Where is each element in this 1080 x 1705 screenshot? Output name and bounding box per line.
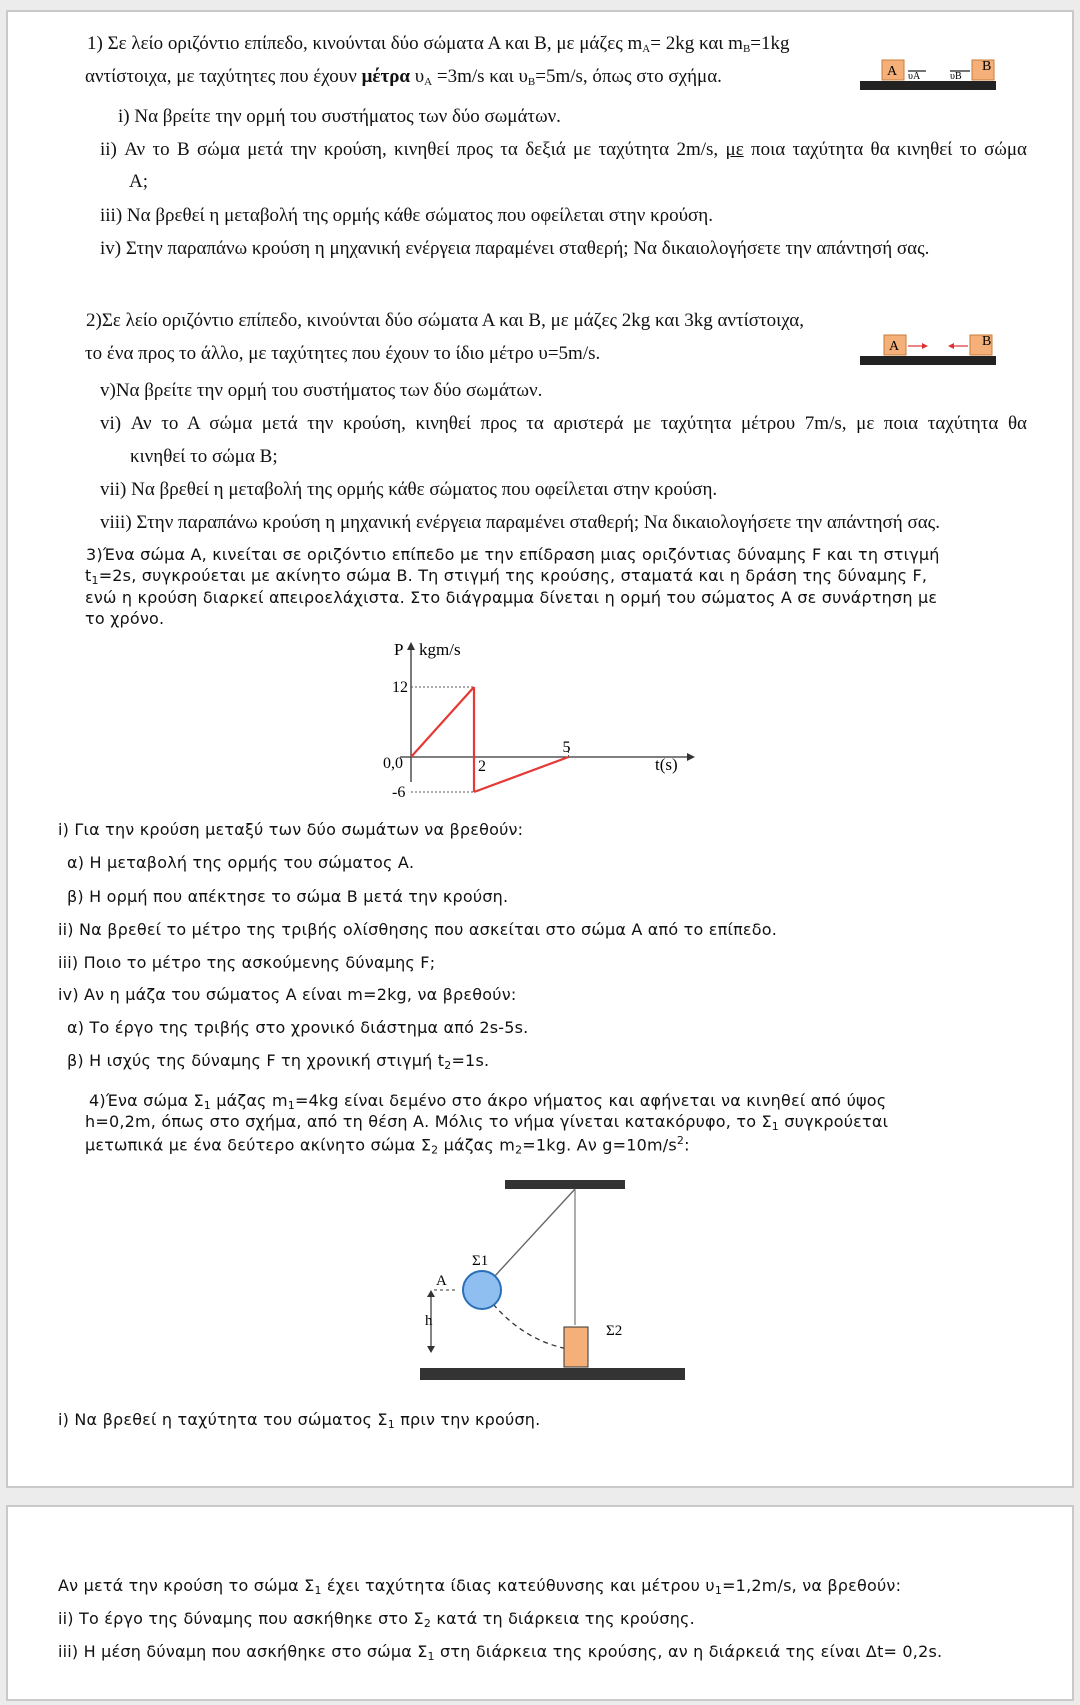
- ex4-question-iii: iii) Η μέση δύναμη που ασκήθηκε στο σώμα $\Sigma_1$ στη διάρκεια της κρούσης, αν η διάρκειά της είναι Δt= 0,2s.: [58, 1642, 943, 1663]
- ex2-question-vi-cont: κινηθεί το σώμα Β;: [130, 446, 278, 467]
- ex4-question-i: i) Να βρεθεί η ταχύτητα του σώματος $\Sigma_1$ πριν την κρούση.: [58, 1410, 541, 1431]
- body-s1: [463, 1271, 501, 1309]
- ceiling-support: [505, 1180, 625, 1189]
- block-b-label: B: [982, 59, 992, 74]
- y-axis-label: P: [394, 640, 404, 659]
- ex3-line1: 3)Ένα σώμα Α, κινείται σε οριζόντιο επίπεδο με την επίδραση μιας οριζόντιας δύναμης F και τη στιγμή: [86, 545, 940, 564]
- ex1-figure: [858, 55, 998, 99]
- velocity-b-label: υB: [950, 71, 962, 82]
- chart-axes: [383, 640, 695, 782]
- ground-surface: [420, 1368, 685, 1380]
- ex2-figure: [858, 330, 998, 374]
- ex3-question-iii: iii) Ποιο το μέτρο της ασκούμενης δύναμης F;: [58, 953, 436, 972]
- ex3-question-ivb: β) Η ισχύς της δύναμης F τη χρονική στιγμή $t_2=1s$.: [67, 1051, 490, 1072]
- string-initial: [482, 1189, 575, 1290]
- ex4-question-ii: ii) Το έργο της δύναμης που ασκήθηκε στο $\Sigma_2$ κατά τη διάρκεια της κρούσης.: [58, 1609, 695, 1630]
- ex1-question-ii-cont: Α;: [129, 171, 148, 192]
- body-s2: [564, 1327, 588, 1367]
- height-label: h: [425, 1313, 433, 1329]
- block-a-label: A: [889, 339, 900, 354]
- ex4-line3: μετωπικά με ένα δεύτερο ακίνητο σώμα $\Sigma_2$ μάζας $m_2=1kg$. Αν $g=10m/s^2$:: [85, 1134, 690, 1157]
- ex1-question-i: i) Να βρείτε την ορμή του συστήματος των δύο σωμάτων.: [118, 106, 561, 127]
- ex2-line1: 2)Σε λείο οριζόντιο επίπεδο, κινούνται δύο σώματα Α και Β, με μάζες 2kg και 3kg αντίστοιχα,: [86, 310, 804, 331]
- ex3-question-ii: ii) Να βρεθεί το μέτρο της τριβής ολίσθησης που ασκείται στο σώμα Α από το επίπεδο.: [58, 920, 778, 939]
- momentum-time-chart: [380, 640, 720, 810]
- ex3-line2: $t_1=2s$, συγκρούεται με ακίνητο σώμα Β. Τη στιγμή της κρούσης, σταματά και η δράση της δύναμης F,: [85, 566, 928, 587]
- x-axis-label: t(s): [655, 755, 678, 774]
- block-b-label: B: [982, 334, 992, 349]
- ex2-question-viii: viii) Στην παραπάνω κρούση η μηχανική ενέργεια παραμένει σταθερή; Να δικαιολογήσετε την απάντησή σας.: [100, 512, 940, 533]
- x-tick-label-2: 2: [478, 758, 486, 775]
- momentum-segment-1: [411, 687, 474, 757]
- pendulum-figure: [410, 1175, 700, 1405]
- x-axis-arrowhead: [687, 753, 695, 761]
- y-axis-arrowhead: [407, 642, 415, 650]
- ex1-question-iv: iv) Στην παραπάνω κρούση η μηχανική ενέργεια παραμένει σταθερή; Να δικαιολογήσετε την απάντησή σας.: [100, 238, 930, 259]
- chart-marks: [392, 679, 571, 801]
- ex3-question-ib: β) Η ορμή που απέκτησε το σώμα Β μετά την κρούση.: [67, 887, 509, 906]
- ex1-line1: 1) Σε λείο οριζόντιο επίπεδο, κινούνται δύο σώματα Α και Β, με μάζες $m_A= 2kg$ και $m_B=1kg$: [87, 33, 790, 55]
- ex3-question-i: i) Για την κρούση μεταξύ των δύο σωμάτων να βρεθούν:: [58, 820, 524, 839]
- ex4-continued-intro: Αν μετά την κρούση το σώμα $\Sigma_1$ έχει ταχύτητα ίδιας κατεύθυνσης και μέτρου $\upsilon_1=1,2m/s$, να βρεθούν:: [58, 1576, 902, 1597]
- ex2-question-vi: vi) Αν το Α σώμα μετά την κρούση, κινηθεί προς τα αριστερά με ταχύτητα μέτρου 7m/s, με ποια ταχύτητα θα: [100, 413, 1027, 434]
- ground-surface: [860, 81, 996, 90]
- ex3-question-iva: α) Το έργο της τριβής στο χρονικό διάστημα από 2s-5s.: [67, 1018, 529, 1037]
- momentum-segment-3: [474, 757, 569, 792]
- ground-surface: [860, 356, 996, 365]
- ex2-question-vii: vii) Να βρεθεί η μεταβολή της ορμής κάθε σώματος που οφείλεται στην κρούση.: [100, 479, 718, 500]
- height-arrowhead-up: [427, 1290, 435, 1297]
- ex1-question-ii: ii) Αν το Β σώμα μετά την κρούση, κινηθεί προς τα δεξιά με ταχύτητα 2m/s, με ποια ταχύτητα θα κινηθεί το σώμα: [100, 139, 1028, 160]
- x-tick-label-5: 5: [562, 739, 571, 756]
- ex1-line2: αντίστοιχα, με ταχύτητες που έχουν μέτρα $\upsilon_A =3m/s$ και $\upsilon_B=5m/s$, όπως στο σχήμα.: [85, 66, 722, 88]
- ex3-line4: το χρόνο.: [85, 609, 165, 628]
- ex2-line2: το ένα προς το άλλο, με ταχύτητες που έχουν το ίδιο μέτρο υ=5m/s.: [85, 343, 601, 364]
- body-s1-label: Σ1: [472, 1253, 489, 1269]
- ex3-line3: ενώ η κρούση διαρκεί απειροελάχιστα. Στο διάγραμμα δίνεται η ορμή του σώματος Α σε συνάρτηση με: [85, 588, 938, 607]
- ex2-question-v: v)Να βρείτε την ορμή του συστήματος των δύο σωμάτων.: [100, 380, 543, 401]
- block-a-label: A: [887, 64, 898, 79]
- y-axis-unit: kgm/s: [419, 640, 461, 659]
- worksheet-panel-continued: [6, 1505, 1074, 1701]
- point-a-label: A: [436, 1273, 447, 1289]
- velocity-a-label: υA: [908, 71, 921, 82]
- ex3-question-ia: α) Η μεταβολή της ορμής του σώματος Α.: [67, 853, 415, 872]
- y-tick-label-neg6: -6: [392, 783, 406, 801]
- height-arrowhead-down: [427, 1346, 435, 1353]
- y-tick-label-12: 12: [392, 679, 408, 697]
- ex3-question-iv: iv) Αν η μάζα του σώματος Α είναι m=2kg, να βρεθούν:: [58, 985, 517, 1004]
- ex4-line2: h=0,2m, όπως στο σχήμα, από τη θέση Α. Μόλις το νήμα γίνεται κατακόρυφο, το $\Sigma_1$ συγκρούεται: [85, 1112, 889, 1133]
- ex4-line1: 4)Ένα σώμα $\Sigma_1$ μάζας $m_1=4kg$ είναι δεμένο στο άκρο νήματος και αφήνεται να κινηθεί από ύψος: [89, 1091, 887, 1112]
- arrowhead-right-icon: [922, 343, 928, 349]
- ex1-question-iii: iii) Να βρεθεί η μεταβολή της ορμής κάθε σώματος που οφείλεται στην κρούση.: [100, 205, 713, 226]
- body-s2-label: Σ2: [606, 1323, 623, 1339]
- origin-label: 0,0: [383, 755, 403, 772]
